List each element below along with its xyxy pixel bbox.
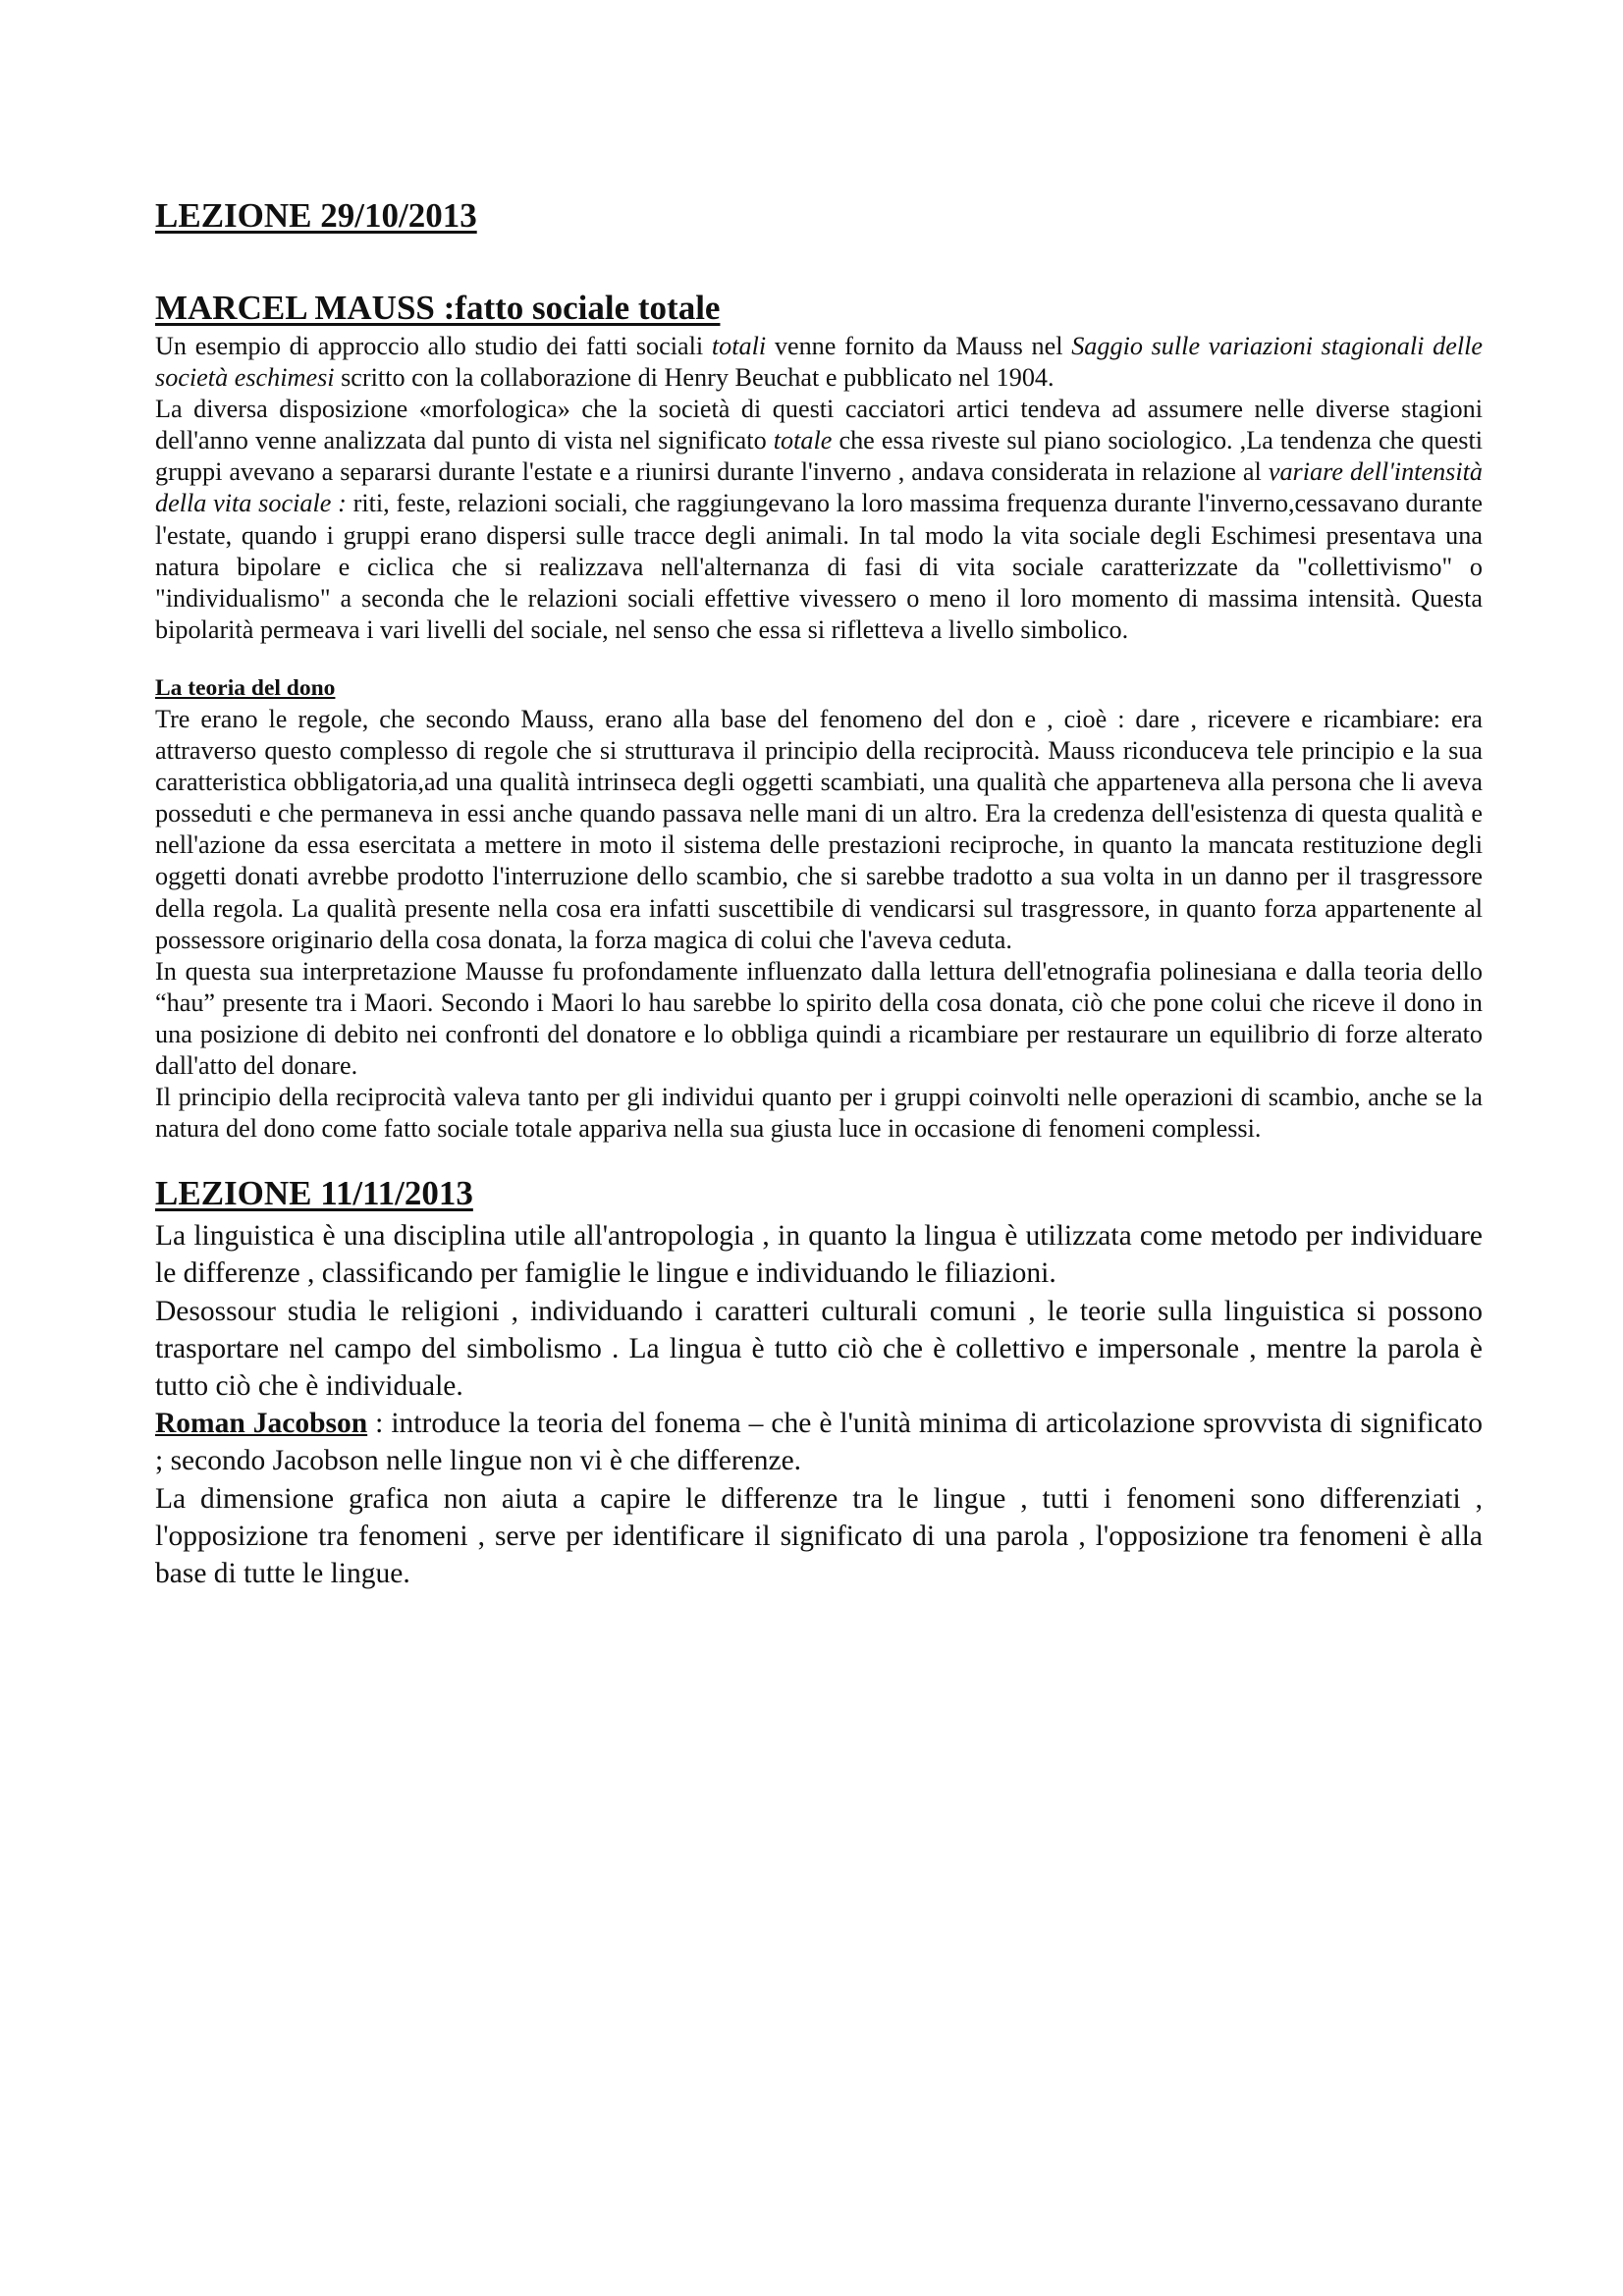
spacer bbox=[155, 646, 1483, 673]
paragraph-dimensione-grafica: La dimensione grafica non aiuta a capire le differenze tra le lingue , tutti i fenomeni sono differenziati , l'opposizione tra fenomeni , serve per identificare il significato di una parola , l'opposizione tra fenomeni è alla base di tutte le lingue. bbox=[155, 1482, 1483, 1590]
paragraph-dono-rules: Tre erano le regole, che secondo Mauss, erano alla base del fenomeno del don e , cioè : dare , ricevere e ricambiare: era attraverso questo complesso di regole che si strutturava il principio della reciprocità. Mauss riconduceva tele principio e la sua caratteristica obbligatoria,ad una qualità intrinseca degli oggetti scambiati, una qualità che apparteneva alla persona che li aveva posseduti e che permaneva in essi anche quando passava nelle mani di un altro. Era la credenza dell'esistenza di questa qualità e nell'azione da essa esercitata a mettere in moto il sistema delle prestazioni reciproche, in quanto la mancata restituzione degli oggetti donati avrebbe prodotto l'interruzione dello scambio, che si sarebbe tradotto a sua volta in un danno per il trasgressore della regola. La qualità presente nella cosa era infatti suscettibile di vendicarsi sul trasgressore, in quanto forza appartenente al possessore originario della cosa donata, la forza magica di colui che l'aveva ceduta. bbox=[155, 704, 1483, 954]
italic-run: variare dell'intensità della vita sociale : bbox=[155, 457, 1484, 518]
lesson-heading-1: LEZIONE 29/10/2013 bbox=[155, 196, 477, 235]
spacer bbox=[155, 240, 1483, 286]
paragraph-desossour: Desossour studia le religioni , individuando i caratteri culturali comuni , le teorie sulla linguistica si possono trasportare nel campo del simbolismo . La lingua è tutto ciò che è collettivo e impersonale , mentre la parola è tutto ciò che è individuale. bbox=[155, 1295, 1483, 1403]
text-run: scritto con la collaborazione di Henry Beuchat e pubblicato nel 1904. bbox=[334, 363, 1055, 393]
section-heading-mauss: MARCEL MAUSS :fatto sociale totale bbox=[155, 289, 721, 327]
text-run: La diversa disposizione «morfologica» che la società di questi cacciatori artici tendeva ad assumere nelle diverse stagioni dell'anno venne analizzata dal punto di vista nel significato bbox=[155, 395, 1483, 455]
paragraph-morphology bbox=[155, 394, 1483, 646]
text-run: che essa riveste sul piano sociologico. ,La tendenza che questi gruppi avevano a separarsi durante l'estate e a riunirsi durante l'inverno , andava considerata in relazione al bbox=[155, 426, 1483, 487]
italic-run: Saggio sulle variazioni stagionali delle società eschimesi bbox=[155, 332, 1483, 393]
text-run: riti, feste, relazioni sociali, che raggiungevano la loro massima frequenza durante l'inverno,cessavano durante l'estate, quando i gruppi erano dispersi sulle tracce degli animali. In tal modo la vita sociale degli Eschimesi presentava una natura bipolare e ciclica che si realizzava nell'alternanza di fasi di vita sociale caratterizzate da "collettivismo" o "individualismo" a seconda che le relazioni sociali effettive vivessero o meno il loro momento di massima intensità. Questa bipolarità permeava i vari livelli del sociale, nel senso che essa si rifletteva a livello simbolico. bbox=[155, 489, 1483, 644]
paragraph-mauss-intro bbox=[155, 331, 1483, 394]
paragraph-jacobson bbox=[155, 1405, 1483, 1479]
italic-run: totale bbox=[773, 426, 833, 455]
text-run: Un esempio di approccio allo studio dei fatti sociali bbox=[155, 332, 712, 360]
jacobson-lead: Roman Jacobson bbox=[155, 1408, 368, 1440]
paragraph-linguistica: La linguistica è una disciplina utile all'antropologia , in quanto la lingua è utilizzata come metodo per individuare le differenze , classificando per famiglie le lingue e individuando le filiazioni. bbox=[155, 1220, 1483, 1290]
document-page bbox=[155, 192, 1483, 1592]
paragraph-dono-hau: In questa sua interpretazione Mausse fu profondamente influenzato dalla lettura dell'etnografia polinesiana e dalla teoria dello “hau” presente tra i Maori. Secondo i Maori lo hau sarebbe lo spirito della cosa donata, ciò che pone colui che riceve il dono in una posizione di debito nei confronti del donatore e lo obbliga quindi a ricambiare per restaurare un equilibrio di forze alterato dall'atto del donare. bbox=[155, 956, 1483, 1080]
text-run: : introduce la teoria del fonema – che è l'unità minima di articolazione sprovvista di significato ; secondo Jacobson nelle lingue non vi è che differenze. bbox=[155, 1408, 1483, 1477]
text-run: venne fornito da Mauss nel bbox=[766, 332, 1072, 360]
spacer bbox=[155, 1145, 1483, 1170]
italic-run: totali bbox=[711, 332, 767, 360]
lesson-heading-2: LEZIONE 11/11/2013 bbox=[155, 1174, 473, 1213]
subheading-teoria-dono: La teoria del dono bbox=[155, 674, 336, 701]
paragraph-dono-reciprocity: Il principio della reciprocità valeva tanto per gli individui quanto per i gruppi coinvolti nelle operazioni di scambio, anche se la natura del dono come fatto sociale totale appariva nella sua giusta luce in occasione di fenomeni complessi. bbox=[155, 1083, 1483, 1144]
